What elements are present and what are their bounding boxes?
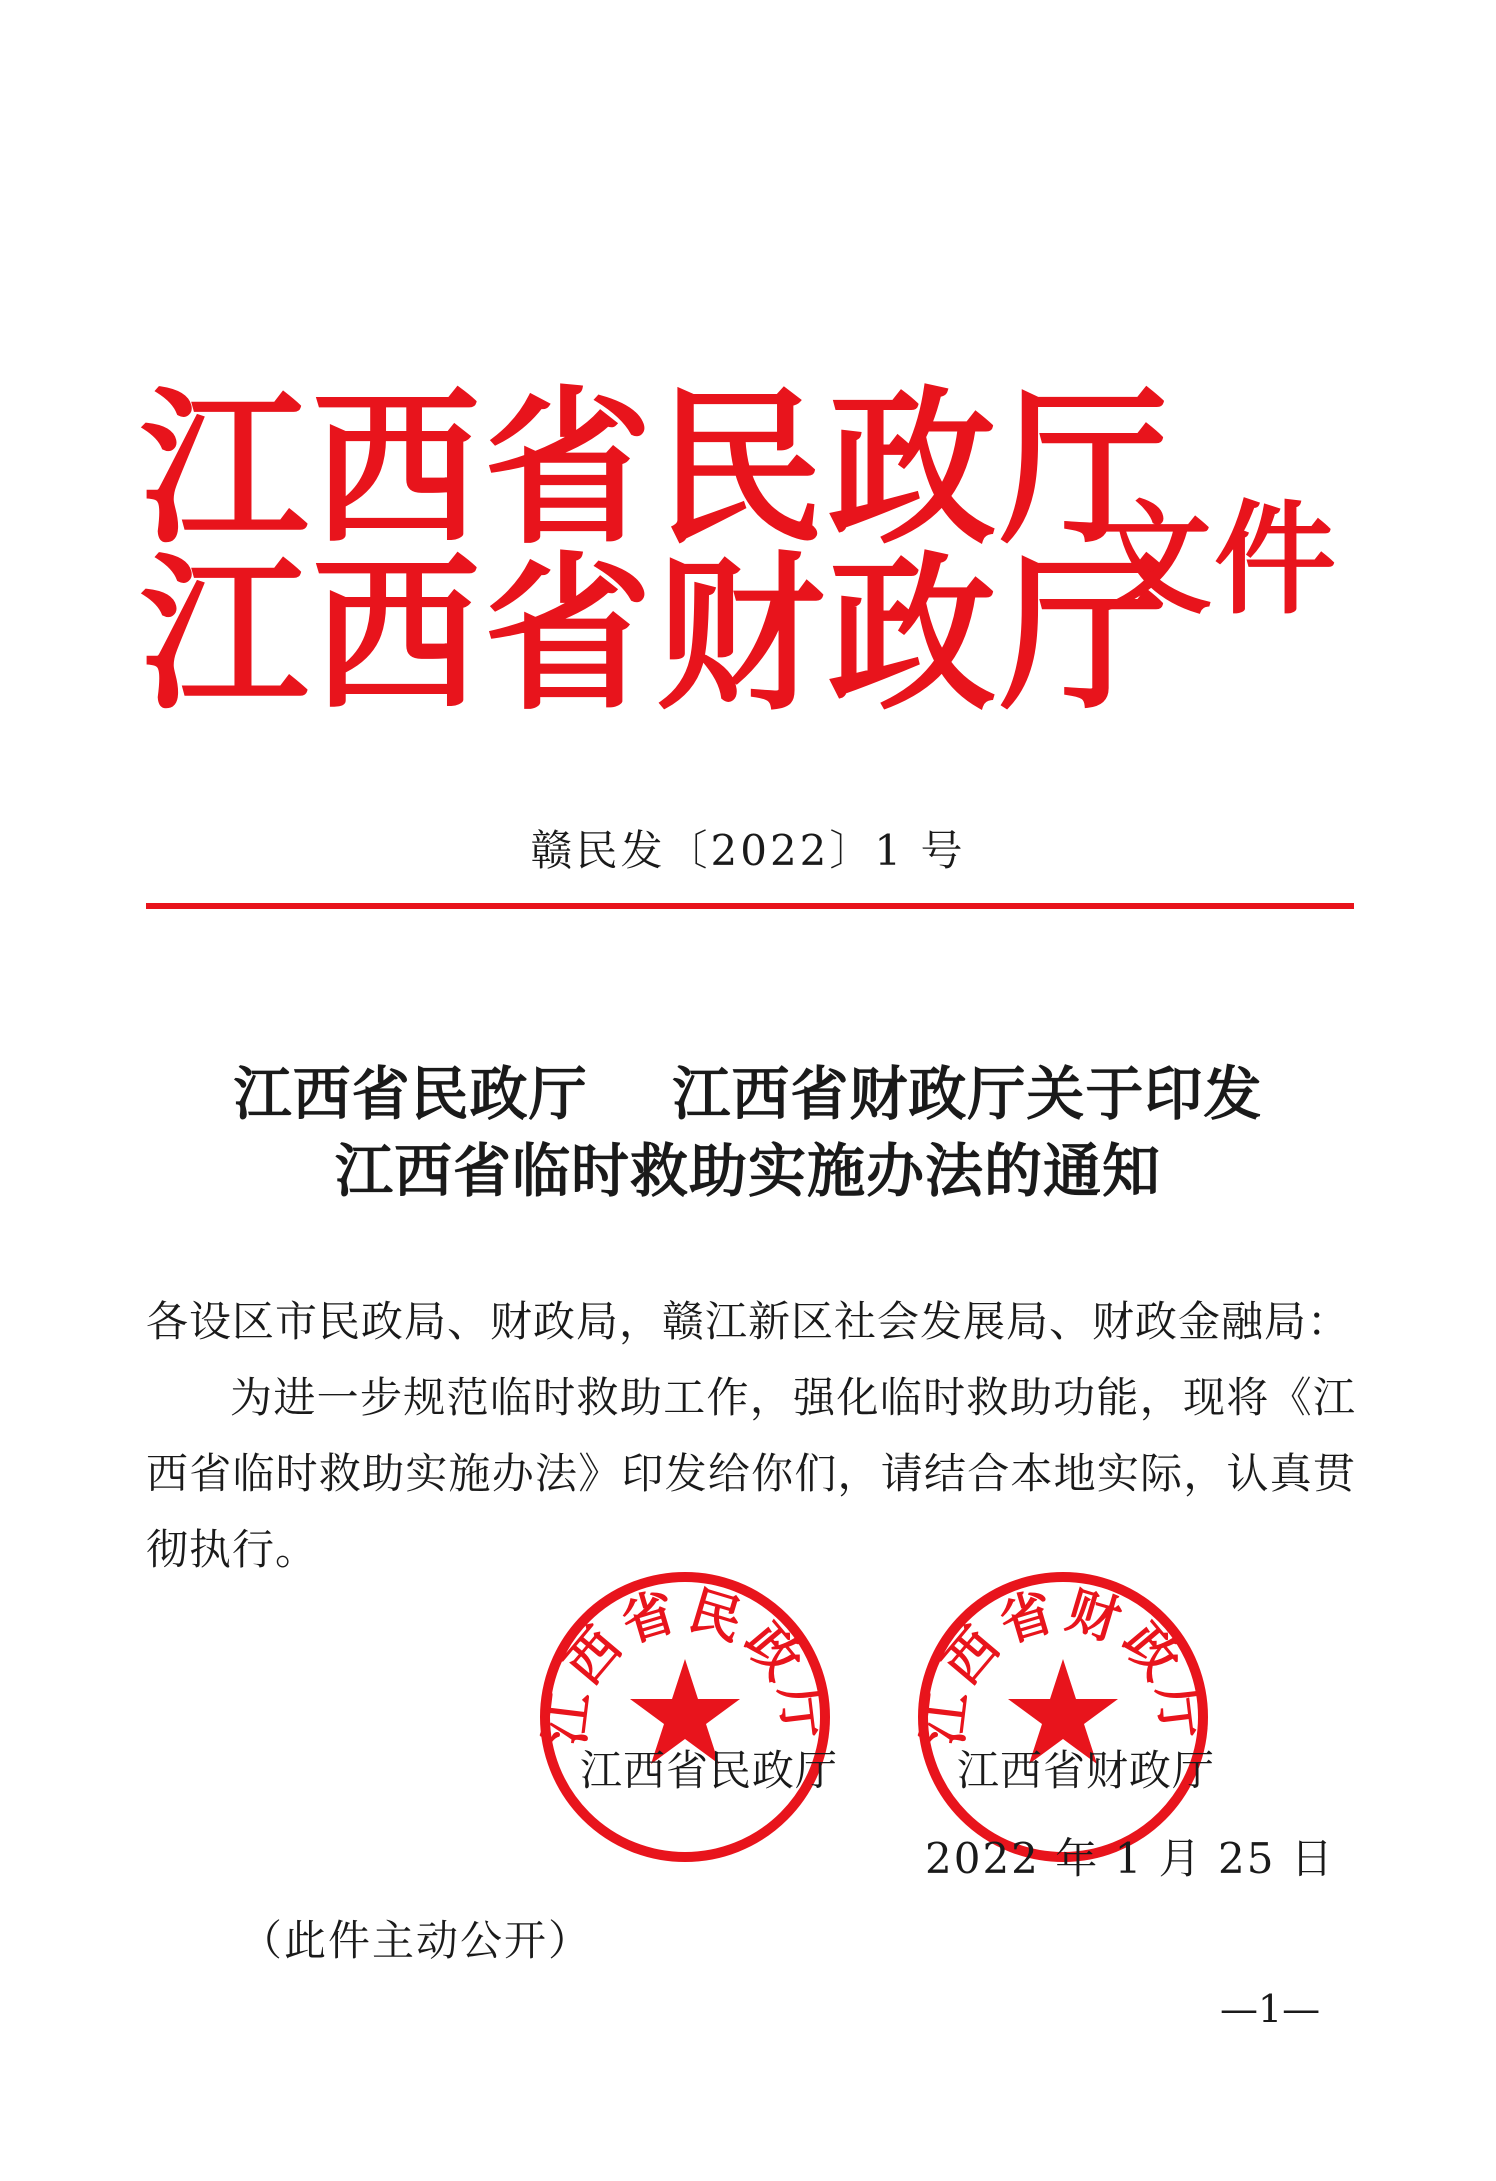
page-number: —1—: [1220, 1987, 1321, 2031]
body-paragraph: 为进一步规范临时救助工作，强化临时救助功能，现将《江西省临时救助实施办法》印发给你们，请结合本地实际，认真贯彻执行。: [146, 1373, 1356, 1574]
document-number: 赣民发〔2022〕1 号: [530, 826, 966, 875]
svg-text:江西省民政厅: 江西省民政厅: [535, 1579, 835, 1748]
issue-date: 2022 年 1 月 25 日: [925, 1834, 1335, 1883]
header-org-line2: 江西省财政厅: [140, 535, 1172, 733]
title-line1: 江西省民政厅 江西省财政厅关于印发: [233, 1060, 1263, 1128]
red-divider-line: [146, 903, 1354, 909]
signer-civil-affairs: 江西省民政厅: [580, 1746, 839, 1795]
title-line2: 江西省临时救助实施办法的通知: [334, 1137, 1161, 1205]
signer-finance: 江西省财政厅: [957, 1746, 1216, 1795]
seal-finance: [913, 1567, 1216, 1867]
addressee: 各设区市民政局、财政局，赣江新区社会发展局、财政金融局：: [146, 1297, 1351, 1346]
public-disclosure-note: （此件主动公开）: [240, 1916, 593, 1965]
header-org-line1: 江西省民政厅: [140, 369, 1172, 567]
seal-civil-affairs: [535, 1567, 835, 1867]
header-doc-type: 文件: [1090, 487, 1338, 631]
svg-text:江西省财政厅: 江西省财政厅: [913, 1579, 1213, 1748]
